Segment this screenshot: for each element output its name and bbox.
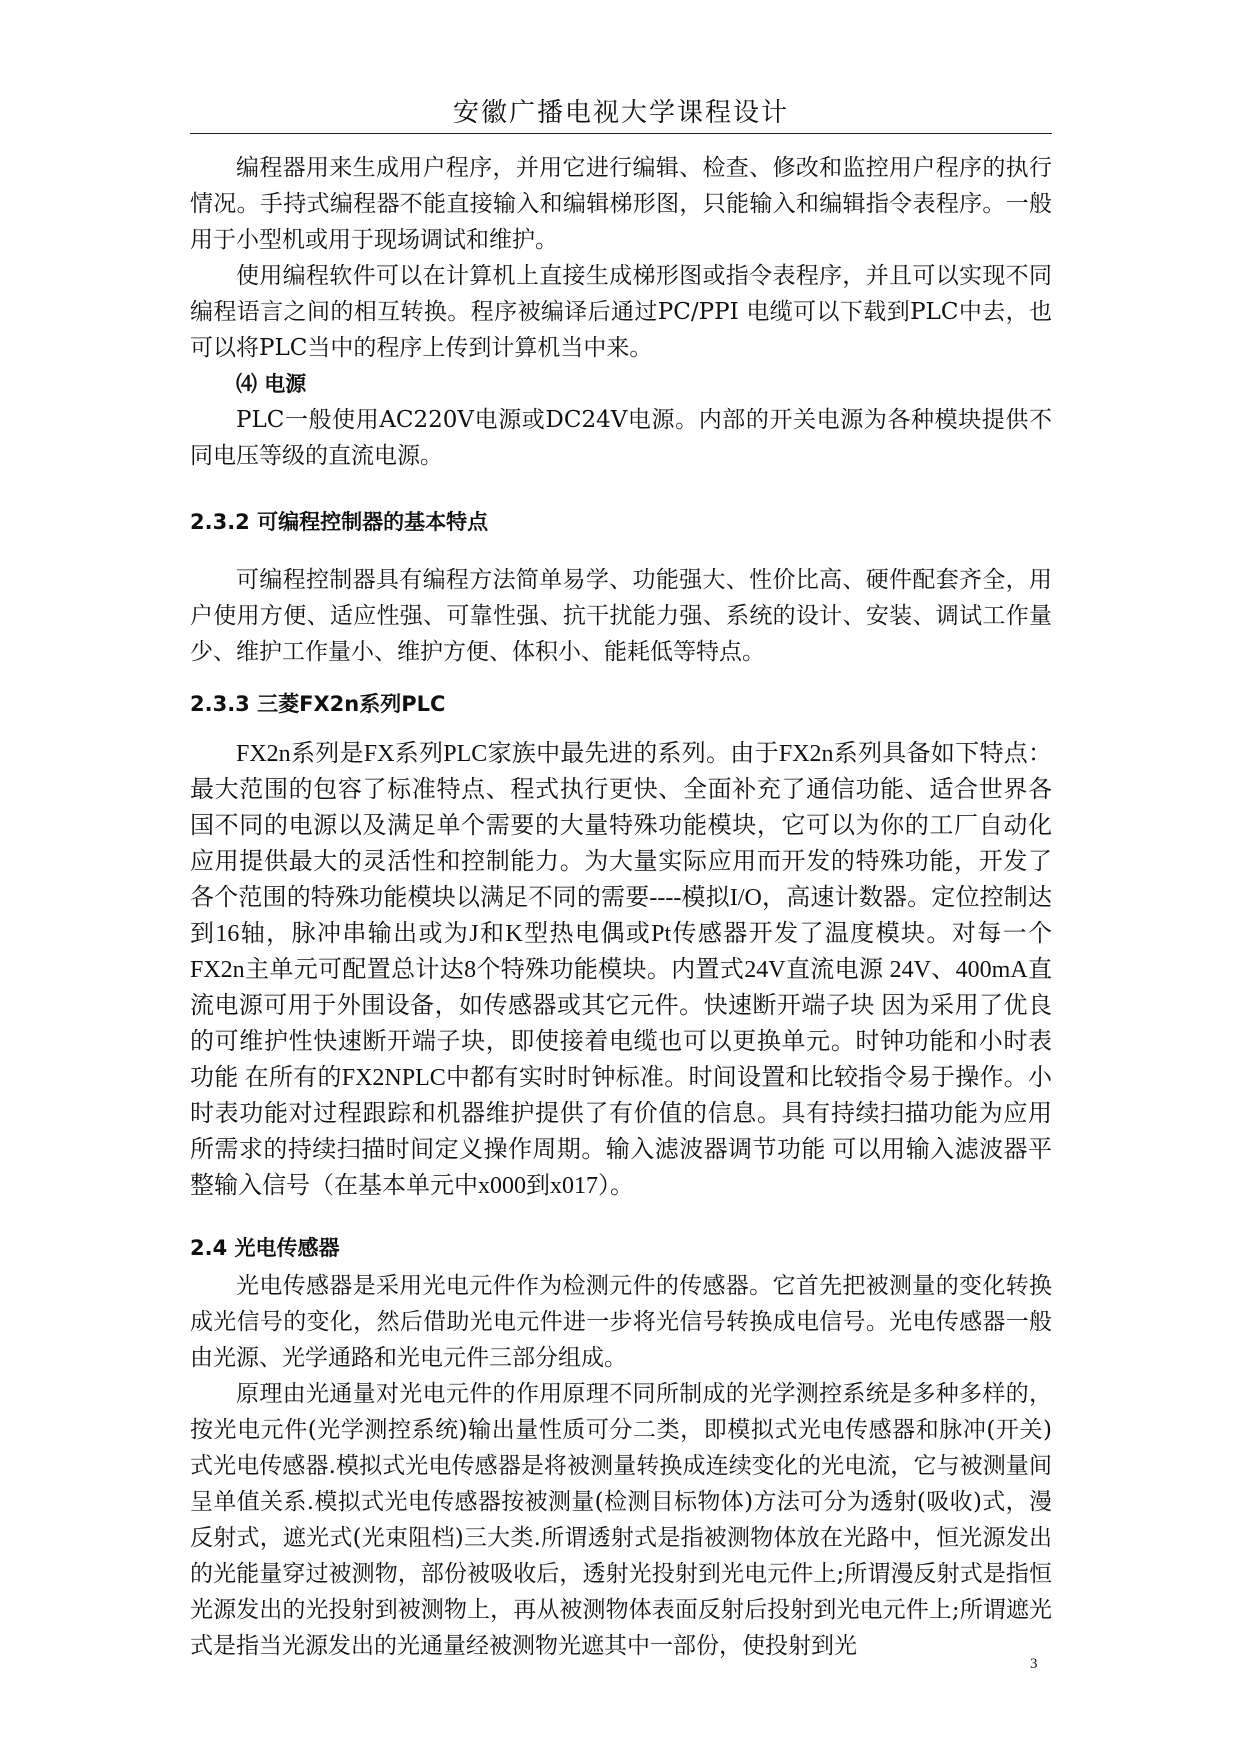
paragraph-photoelectric-principle: 原理由光通量对光电元件的作用原理不同所制成的光学测控系统是多种多样的，按光电元件(光学测控系统)输出量性质可分二类，即模拟式光电传感器和脉冲(开关)式光电传感器.模拟式光电传感器是将被测量转换成连续变化的光电流，它与被测量间呈单值关系.模拟式光电传感器按被测量(检测目标物体)方法可分为透射(吸收)式，漫反射式，遮光式(光束阻档)三大类.所谓透射式是指被测物体放在光路中，恒光源发出的光能量穿过被测物，部份被吸收后，透射光投射到光电元件上;所谓漫反射式是指恒光源发出的光投射到被测物上，再从被测物体表面反射后投射到光电元件上;所谓遮光式是指当光源发出的光通量经被测物光遮其中一部份，使投射到光: [190, 1381, 1052, 1659]
paragraph-fx2n-series: FX2n系列是FX系列PLC家族中最先进的系列。由于FX2n系列具备如下特点：最大范围的包容了标准特点、程式执行更快、全面补充了通信功能、适合世界各国不同的电源以及满足单个需要的大量特殊功能模块，它可以为你的工厂自动化应用提供最大的灵活性和控制能力。为大量实际应用而开发的特殊功能，开发了各个范围的特殊功能模块以满足不同的需要----模拟I/O，高速计数器。定位控制达到16轴，脉冲串输出或为J和K型热电偶或Pt传感器开发了温度模块。对每一个FX2n主单元可配置总计达8个特殊功能模块。内置式24V直流电源 24V、400mA直流电源可用于外围设备，如传感器或其它元件。快速断开端子块 因为采用了优良的可维护性快速断开端子块，即使接着电缆也可以更换单元。时钟功能和小时表功能 在所有的FX2NPLC中都有实时时钟标准。时间设置和比较指令易于操作。小时表功能对过程跟踪和机器维护提供了有价值的信息。具有持续扫描功能为应用所需求的持续扫描时间定义操作周期。输入滤波器调节功能 可以用输入滤波器平整输入信号（在基本单元中x000到x017）。: [190, 741, 1052, 1199]
page-number: 3: [1030, 1656, 1038, 1672]
paragraph-power-supply: PLC一般使用AC220V电源或DC24V电源。内部的开关电源为各种模块提供不同电压等级的直流电源。: [190, 407, 1052, 469]
paragraph-plc-features: 可编程控制器具有编程方法简单易学、功能强大、性价比高、硬件配套齐全，用户使用方便、适应性强、可靠性强、抗干扰能力强、系统的设计、安装、调试工作量少、维护工作量小、维护方便、体积小、能耗低等特点。: [190, 567, 1052, 665]
document-body: [190, 150, 1052, 1664]
section-heading-2-3-3: 2.3.3 三菱FX2n系列PLC: [190, 692, 446, 716]
section-heading-2-4: 2.4 光电传感器: [190, 1236, 340, 1260]
subheading-power-supply: ⑷ 电源: [236, 372, 307, 396]
paragraph-programming-software: 使用编程软件可以在计算机上直接生成梯形图或指令表程序，并且可以实现不同编程语言之间的相互转换。程序被编译后通过PC/PPI 电缆可以下载到PLC中去，也可以将PLC当中的程序上传到计算机当中来。: [190, 263, 1052, 361]
paragraph-programmer: 编程器用来生成用户程序，并用它进行编辑、检查、修改和监控用户程序的执行情况。手持式编程器不能直接输入和编辑梯形图，只能输入和编辑指令表程序。一般用于小型机或用于现场调试和维护。: [190, 155, 1052, 253]
section-heading-2-3-2: 2.3.2 可编程控制器的基本特点: [190, 510, 489, 534]
page-header-title: 安徽广播电视大学课程设计: [190, 92, 1052, 134]
paragraph-photoelectric-sensor: 光电传感器是采用光电元件作为检测元件的传感器。它首先把被测量的变化转换成光信号的变化，然后借助光电元件进一步将光信号转换成电信号。光电传感器一般由光源、光学通路和光电元件三部分组成。: [190, 1273, 1052, 1371]
